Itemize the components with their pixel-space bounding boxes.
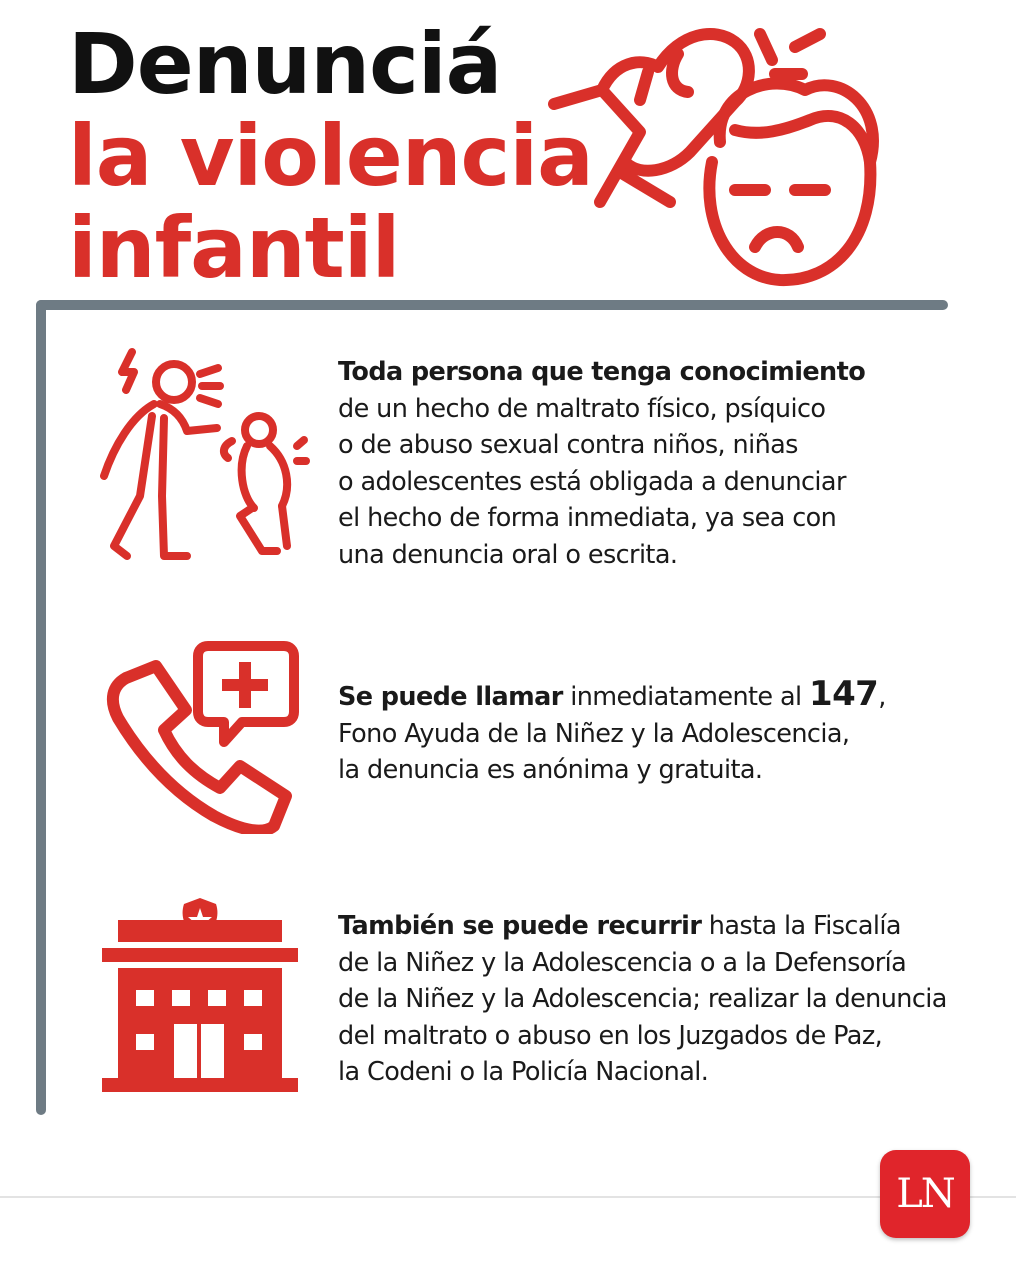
section-1-line-1: de un hecho de maltrato físico, psíquico — [338, 393, 826, 424]
punch-child-icon — [540, 12, 890, 292]
page-title — [68, 15, 593, 297]
ln-logo — [880, 1150, 970, 1238]
section-3-line-2: de la Niñez y la Adolescencia; realizar la denuncia — [338, 984, 947, 1015]
section-3-line-1: de la Niñez y la Adolescencia o a la Defensoría — [338, 947, 907, 978]
section-1-line-5: una denuncia oral o escrita. — [338, 539, 678, 570]
section-2-after-number: , — [878, 682, 886, 712]
title-line-1: Denunciá — [68, 15, 502, 113]
section-2-text — [338, 676, 978, 789]
section-3-text — [338, 908, 978, 1091]
title-line-2: la violencia — [68, 107, 593, 205]
section-1-line-2: o de abuso sexual contra niños, niñas — [338, 430, 798, 461]
section-2-bold: Se puede llamar — [338, 682, 563, 712]
frame-left-border — [36, 300, 46, 1115]
section-1-text — [338, 354, 978, 574]
section-3-line-4: la Codeni o la Policía Nacional. — [338, 1057, 709, 1088]
section-1-bold: Toda persona que tenga conocimiento — [338, 357, 866, 387]
section-2-line-1: Fono Ayuda de la Niñez y la Adolescencia, — [338, 718, 850, 749]
section-1-line-4: el hecho de forma inmediata, ya sea con — [338, 503, 837, 534]
police-building-icon — [98, 896, 302, 1094]
section-2-line-2: la denuncia es anónima y gratuita. — [338, 755, 763, 786]
section-3-after-bold: hasta la Fiscalía — [701, 911, 901, 941]
section-1-line-3: o adolescentes está obligada a denunciar — [338, 466, 846, 497]
section-3-bold: También se puede recurrir — [338, 911, 702, 941]
child-abuse-icon — [92, 346, 312, 571]
ln-logo-text: LN — [896, 1171, 954, 1217]
footer-divider — [0, 1196, 1016, 1198]
phone-help-icon — [104, 638, 300, 834]
frame-top-border — [36, 300, 948, 310]
section-3-line-3: del maltrato o abuso en los Juzgados de Paz, — [338, 1020, 883, 1051]
phone-number: 147 — [809, 674, 879, 714]
section-2-after-bold: inmediatamente al — [562, 682, 810, 712]
title-line-3: infantil — [68, 199, 400, 297]
